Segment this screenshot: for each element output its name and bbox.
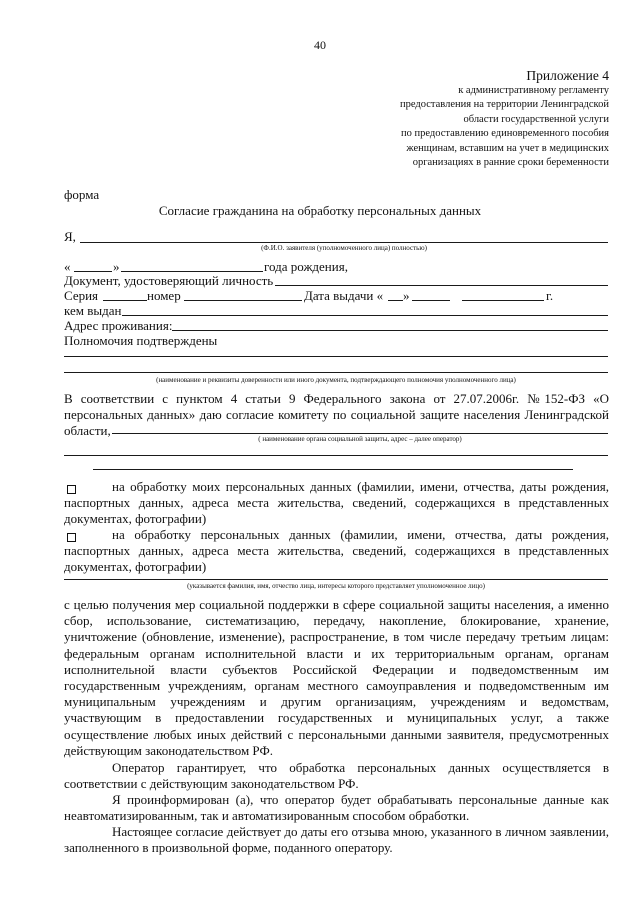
birth-year-label: года рождения, [264, 259, 348, 274]
authority-label: Полномочия подтверждены [64, 333, 218, 348]
appendix-header [400, 68, 609, 170]
issue-date-label: Дата выдачи « [304, 288, 384, 303]
address-line[interactable] [172, 330, 608, 331]
appendix-line: области государственной услуги [463, 113, 609, 125]
issue-quote-close: » [403, 288, 410, 303]
consent-intro: В соответствии с пунктом 4 статьи 9 Федерального закона от 27.07.2006г. №152-ФЗ «О персональных данных» даю согласие комитету по социальной защите населения Ленинградской области, [64, 391, 609, 439]
appendix-line: к административному регламенту [458, 85, 609, 96]
ya-label: Я, [64, 229, 76, 244]
issue-year-line[interactable] [462, 300, 544, 301]
represented-caption: (указывается фамилия, имя, отчество лица, интересы которого представляет уполномоченное лицо) [187, 582, 485, 590]
operator-line[interactable] [112, 433, 608, 434]
page-number: 40 [314, 38, 326, 52]
issued-by-label: кем выдан [64, 303, 122, 318]
number-label: номер [147, 288, 181, 303]
appendix-line: организациях в ранние сроки беременности [412, 157, 609, 169]
document-title: Согласие гражданина на обработку персональных данных [158, 203, 482, 218]
series-line[interactable] [103, 300, 147, 301]
birth-month-year-line[interactable] [121, 271, 263, 272]
guarantee-text: Оператор гарантирует, что обработка персональных данных осуществляется в соответствии с действующим законодательством РФ. [64, 760, 609, 792]
operator-line-3[interactable] [93, 469, 573, 470]
purpose-text: с целью получения мер социальной поддержки в сфере социальной защиты населения, а именно сбор, использование, систематизацию, передачу, накопление, блокирование, хранение, уничтожение (обновление, изменение), распространение, в том числе передачу третьим лицам: федеральным органам исполнительной власти и их территориальным органам, органам исполнительной власти субъектов Российской Федерации и подведомственным им государственным учреждениям, органам местного самоуправления и подведомственным им муниципальным учреждениям и другим организациям, учреждениям и ведомствам, участвующим в предоставлении государственных и муниципальных услуг, а также осуществление любых иных действий с персональными данными заявителя, предусмотренных действующим законодательством РФ. [64, 597, 609, 758]
series-label: Серия [64, 288, 99, 303]
appendix-line: предоставления на территории Ленинградской [399, 99, 609, 111]
issue-day-line[interactable] [388, 300, 403, 301]
appendix-title: Приложение 4 [526, 68, 609, 83]
fio-caption: (Ф.И.О. заявителя (уполномоченного лица) полностью) [261, 244, 427, 252]
address-label: Адрес проживания: [64, 318, 173, 333]
validity-text: Настоящее согласие действует до даты его отзыва мною, указанного в личном заявлении, заполненного в произвольной форме, поданного оператору. [64, 824, 609, 856]
fio-field-line[interactable] [80, 242, 608, 243]
option2-text: на обработку персональных данных (фамилии, имени, отчества, даты рождения, паспортных данных, адреса места жительства, сведений, содержащихся в представленных документах, фотографии) [64, 527, 609, 575]
birth-quote-close: » [113, 259, 120, 274]
informed-text: Я проинформирован (а), что оператор будет обрабатывать персональные данные как неавтоматизированным, так и автоматизированным способом обработки. [64, 792, 609, 824]
appendix-line: женщинам, вставшим на учет в медицинских [406, 142, 609, 154]
operator-line-2[interactable] [64, 455, 608, 456]
operator-caption: ( наименование органа социальной защиты, адрес – далее оператор) [258, 435, 462, 443]
birth-day-line[interactable] [74, 271, 112, 272]
number-line[interactable] [184, 300, 302, 301]
birth-quote-open: « [64, 259, 71, 274]
document-label: Документ, удостоверяющий личность [64, 273, 274, 288]
represented-line[interactable] [64, 579, 608, 580]
authority-line-2[interactable] [64, 372, 608, 373]
issue-month-line[interactable] [412, 300, 450, 301]
appendix-line: по предоставлению единовременного пособия [401, 128, 609, 140]
authority-caption: (наименование и реквизиты доверенности или иного документа, подтверждающего полномочия уполномоченного лица) [156, 376, 516, 384]
authority-line-1[interactable] [64, 356, 608, 357]
option1-text: на обработку моих персональных данных (фамилии, имени, отчества, даты рождения, паспортных данных, адреса места жительства, сведений, содержащихся в представленных документах, фотографии) [64, 479, 609, 527]
form-label: форма [64, 187, 100, 202]
year-suffix: г. [546, 288, 554, 303]
document-line[interactable] [275, 285, 608, 286]
issued-by-line[interactable] [122, 315, 608, 316]
